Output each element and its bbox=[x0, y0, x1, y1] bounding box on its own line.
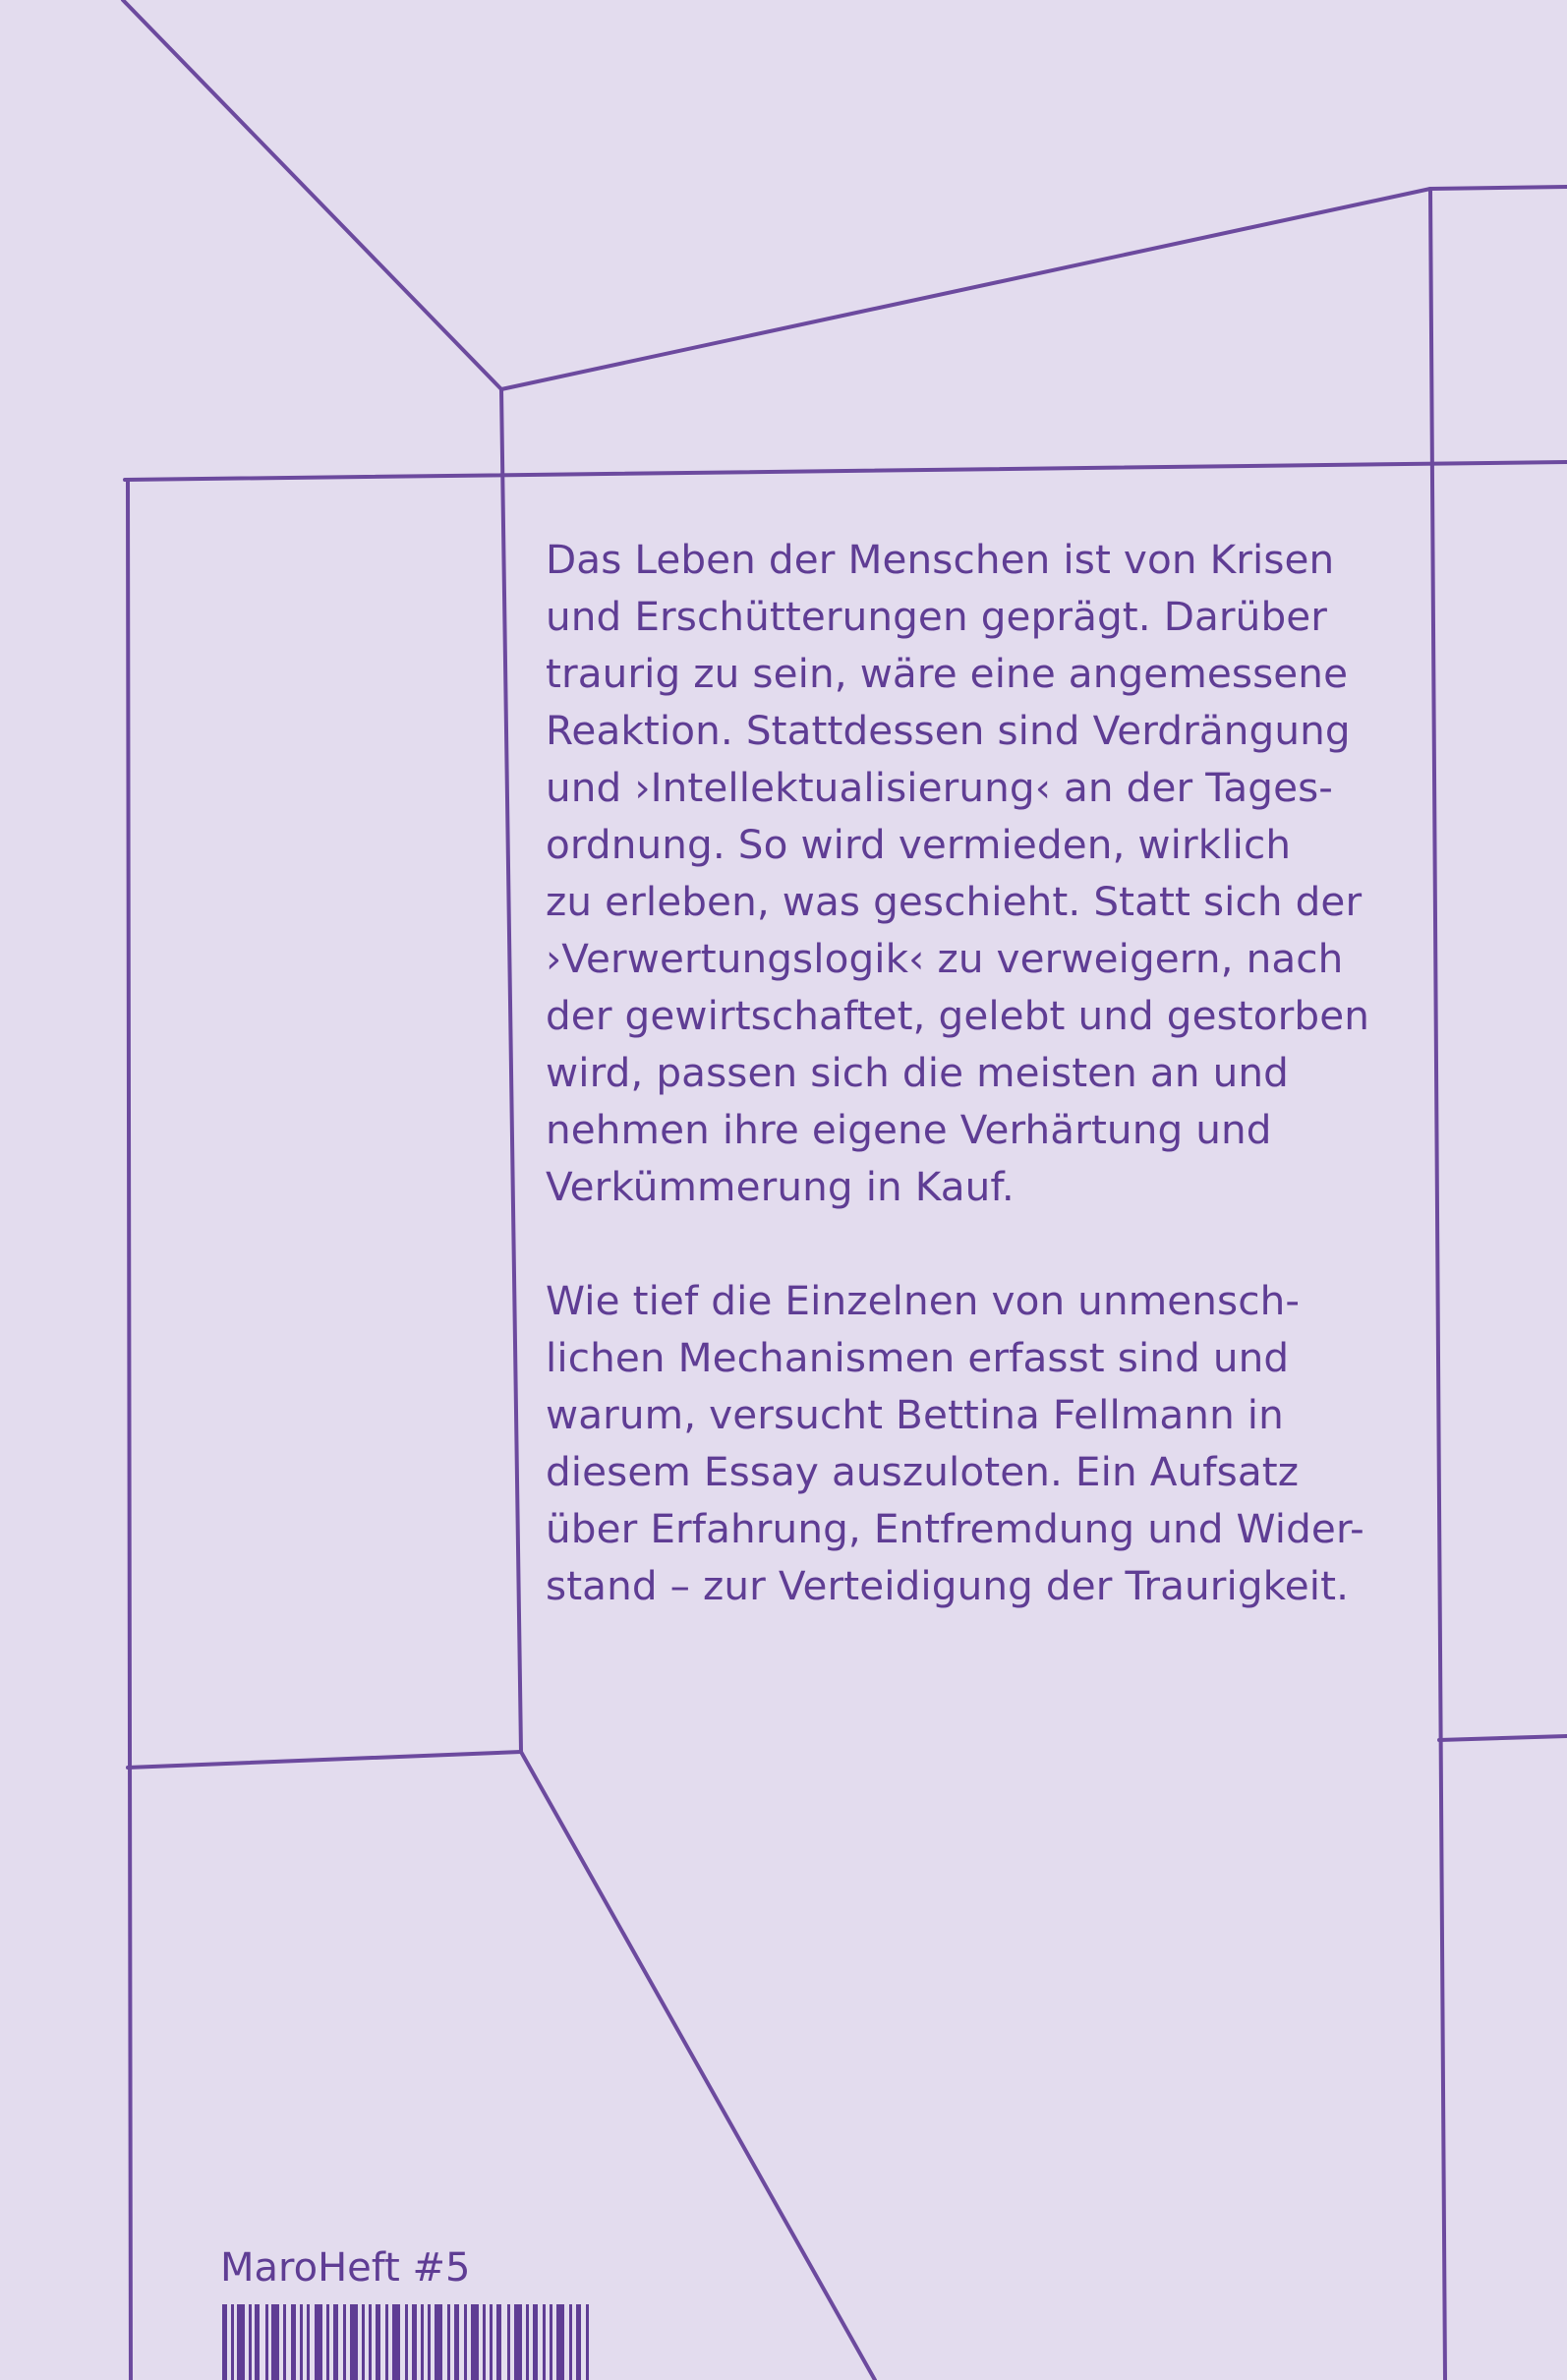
inner-wall-left-line bbox=[501, 389, 521, 1752]
inner-wall-right-line bbox=[1430, 189, 1445, 2380]
blurb-text bbox=[546, 531, 1430, 1614]
series-label: MaroHeft #5 bbox=[220, 2245, 471, 2291]
ceiling-corner-right-line bbox=[1430, 187, 1567, 189]
ceiling-upper-line bbox=[501, 189, 1430, 389]
horizontal-top-line bbox=[125, 462, 1567, 480]
blurb-paragraph-2: Wie tief die Einzelnen von unmensch- lichen Mechanismen erfasst sind und warum, versucht Bettina Fellmann in diesem Essay auszuloten. Ein Aufsatz über Erfahrung, Entfremdung und Wider- stand – zur Verteidigung der Traurigkeit. bbox=[546, 1277, 1364, 1609]
ceiling-diagonal-line bbox=[123, 0, 501, 389]
outer-wall-left-line bbox=[128, 480, 131, 2380]
blurb-paragraph-1: Das Leben der Menschen ist von Krisen und Erschütterungen geprägt. Darüber traurig zu sein, wäre eine angemessene Reaktion. Stattdessen sind Verdrängung und ›Intellektualisierung‹ an der Tages- ordnung. So wird vermieden, wirklich zu erleben, was geschieht. Statt sich der ›Verwertungslogik‹ zu verweigern, nach der gewirtschaftet, gelebt und gestorben wird, passen sich die meisten an und nehmen ihre eigene Verhärtung und Verkümmerung in Kauf. bbox=[546, 536, 1370, 1210]
floor-right-line bbox=[1439, 1736, 1567, 1740]
floor-left-line bbox=[128, 1752, 521, 1768]
barcode bbox=[222, 2304, 596, 2380]
floor-diagonal-line bbox=[521, 1752, 875, 2380]
